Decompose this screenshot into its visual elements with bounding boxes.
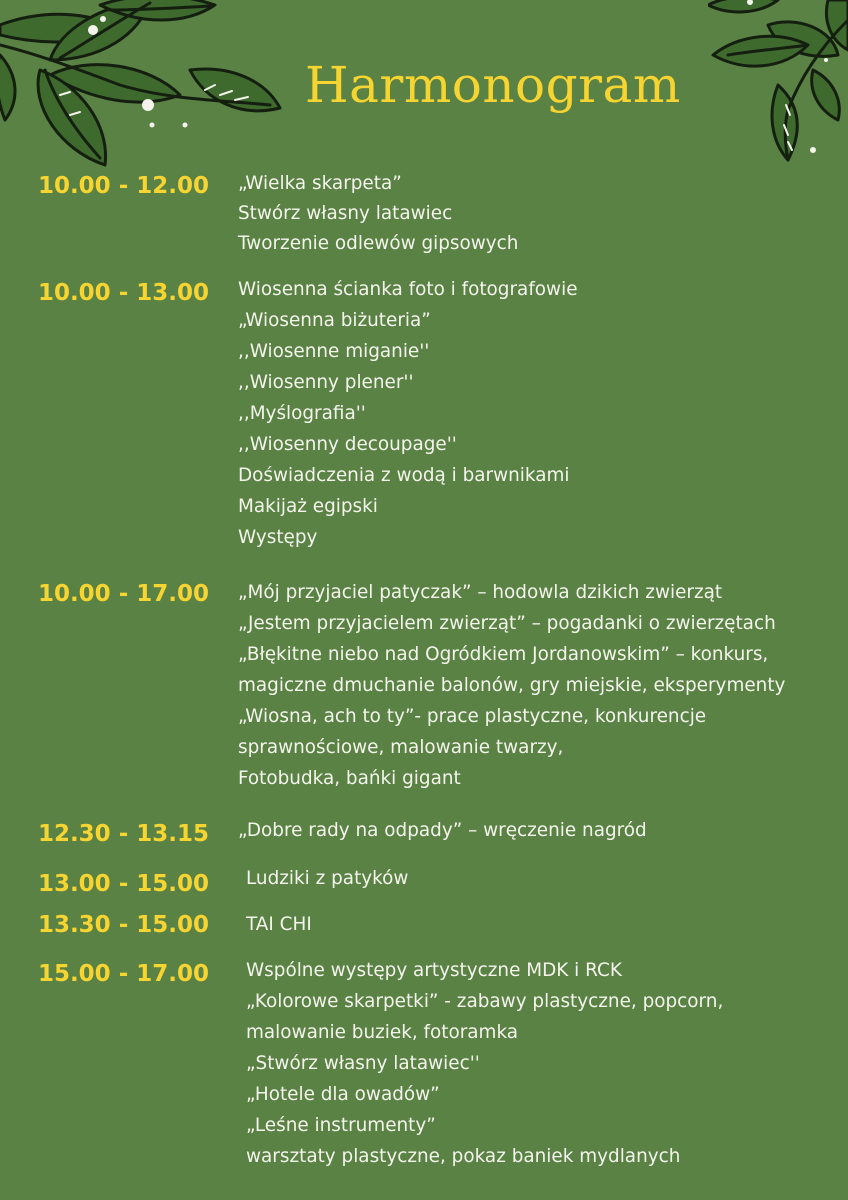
event-item: „Mój przyjaciel patyczak” – hodowla dzikich zwierząt	[238, 582, 723, 603]
time-slot: 15.00 - 17.00	[37, 961, 209, 987]
event-item: „Hotele dla owadów”	[246, 1084, 440, 1105]
time-slot: 12.30 - 13.15	[37, 821, 209, 847]
time-slot: 10.00 - 17.00	[37, 581, 209, 607]
event-item: warsztaty plastyczne, pokaz baniek mydlanych	[246, 1146, 681, 1167]
page-title: Harmonogram	[305, 56, 681, 114]
event-item: Występy	[238, 527, 318, 548]
event-item: ,,Wiosenny decoupage''	[238, 434, 457, 455]
event-item: „Jestem przyjacielem zwierząt” – pogadanki o zwierzętach	[238, 613, 776, 634]
event-item: Fotobudka, bańki gigant	[238, 768, 461, 789]
event-item: „Dobre rady na odpady” – wręczenie nagród	[238, 820, 647, 841]
event-item: „Kolorowe skarpetki” - zabawy plastyczne, popcorn,	[246, 991, 724, 1012]
event-item: Stwórz własny latawiec	[238, 203, 453, 224]
event-item: „Wielka skarpeta”	[238, 173, 402, 194]
event-item: Tworzenie odlewów gipsowych	[238, 233, 519, 254]
event-item: „Wiosenna biżuteria”	[238, 310, 431, 331]
event-item: TAI CHI	[246, 914, 312, 935]
event-item: „Leśne instrumenty”	[246, 1115, 436, 1136]
event-item: Doświadczenia z wodą i barwnikami	[238, 465, 570, 486]
event-item: magiczne dmuchanie balonów, gry miejskie, eksperymenty	[238, 675, 786, 696]
event-item: Ludziki z patyków	[246, 868, 409, 889]
event-item: malowanie buziek, fotoramka	[246, 1022, 519, 1043]
time-slot: 10.00 - 13.00	[37, 280, 209, 306]
time-slot: 13.30 - 15.00	[37, 912, 209, 938]
time-slot: 13.00 - 15.00	[37, 871, 209, 897]
time-slot: 10.00 - 12.00	[37, 173, 209, 199]
event-item: Wiosenna ścianka foto i fotografowie	[238, 279, 578, 300]
event-item: ,,Myślografia''	[238, 403, 366, 424]
event-item: ,,Wiosenny plener''	[238, 372, 414, 393]
leaf-branch-icon	[0, 0, 300, 175]
event-item: „Stwórz własny latawiec''	[246, 1053, 480, 1074]
event-item: ,,Wiosenne miganie''	[238, 341, 430, 362]
event-item: Makijaż egipski	[238, 496, 378, 517]
event-item: „Wiosna, ach to ty”- prace plastyczne, konkurencje	[238, 706, 707, 727]
event-item: „Błękitne niebo nad Ogródkiem Jordanowskim” – konkurs,	[238, 644, 769, 665]
event-item: Wspólne występy artystyczne MDK i RCK	[246, 960, 622, 981]
event-item: sprawnościowe, malowanie twarzy,	[238, 737, 564, 758]
leaf-branch-icon	[708, 0, 848, 175]
